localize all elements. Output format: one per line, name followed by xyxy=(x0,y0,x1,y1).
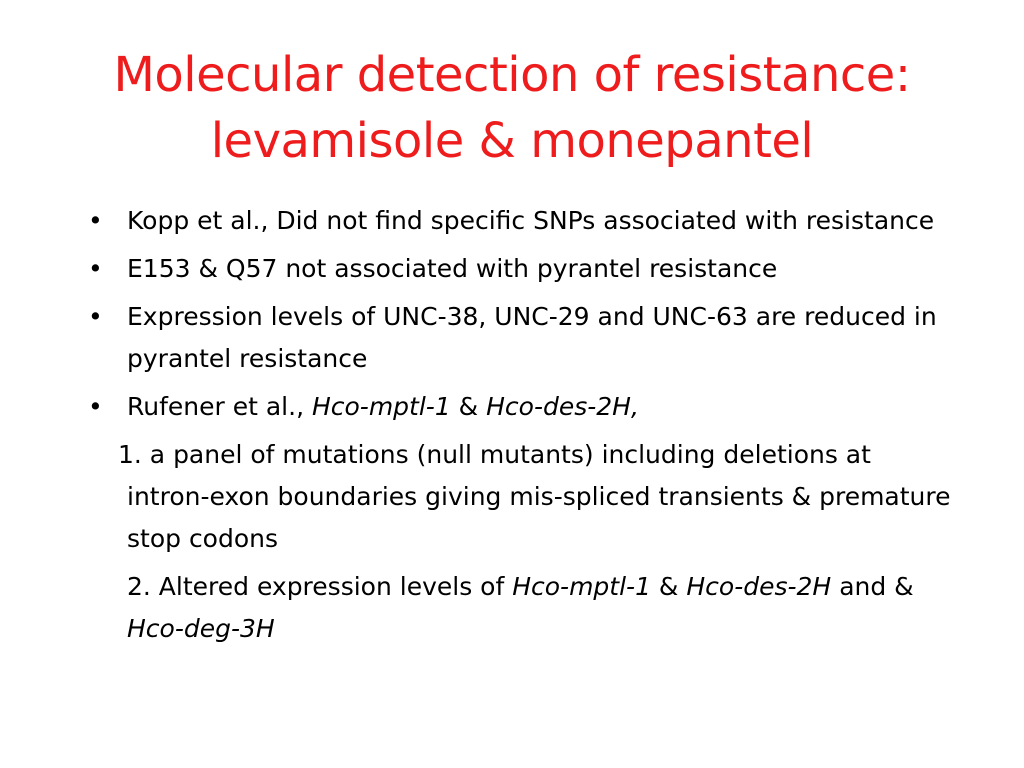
title-line-2: levamisole & monepantel xyxy=(210,113,814,169)
title-line-1: Molecular detection of resistance: xyxy=(113,47,911,103)
bullet-text: Kopp et al., Did not find specific SNPs associated with resistance xyxy=(127,206,935,235)
bullet-item xyxy=(88,200,958,242)
gene-name: Hco-des-2H xyxy=(686,572,832,601)
sub-point-prefix: 2. Altered expression levels of xyxy=(127,572,513,601)
bullet-text: Expression levels of UNC-38, UNC-29 and UNC-63 are reduced in pyrantel resistance xyxy=(127,302,937,373)
gene-name: Hco-mptl-1 xyxy=(512,572,651,601)
bullet-text-prefix: Rufener et al., xyxy=(127,392,312,421)
gene-name: Hco-des-2H, xyxy=(486,392,639,421)
sub-point xyxy=(88,566,958,650)
bullet-item xyxy=(88,248,958,290)
gene-name: Hco-deg-3H xyxy=(127,614,275,643)
sub-point xyxy=(88,434,958,560)
ampersand: & xyxy=(450,392,487,421)
sub-point-text: 1. a panel of mutations (null mutants) including deletions at intron-exon boundaries giving mis-spliced transients & premature stop codons xyxy=(118,440,951,553)
bullet-item xyxy=(88,296,958,380)
bullet-dot: • xyxy=(88,206,103,235)
sub-point-mid: and & xyxy=(831,572,914,601)
bullet-item xyxy=(88,386,958,428)
gene-name: Hco-mptl-1 xyxy=(311,392,451,421)
slide-body xyxy=(88,200,958,656)
bullet-text: E153 & Q57 not associated with pyrantel resistance xyxy=(127,254,778,283)
bullet-dot: • xyxy=(88,302,103,331)
slide-title xyxy=(40,42,984,174)
bullet-dot: • xyxy=(88,254,103,283)
bullet-dot: • xyxy=(88,392,103,421)
ampersand: & xyxy=(650,572,687,601)
